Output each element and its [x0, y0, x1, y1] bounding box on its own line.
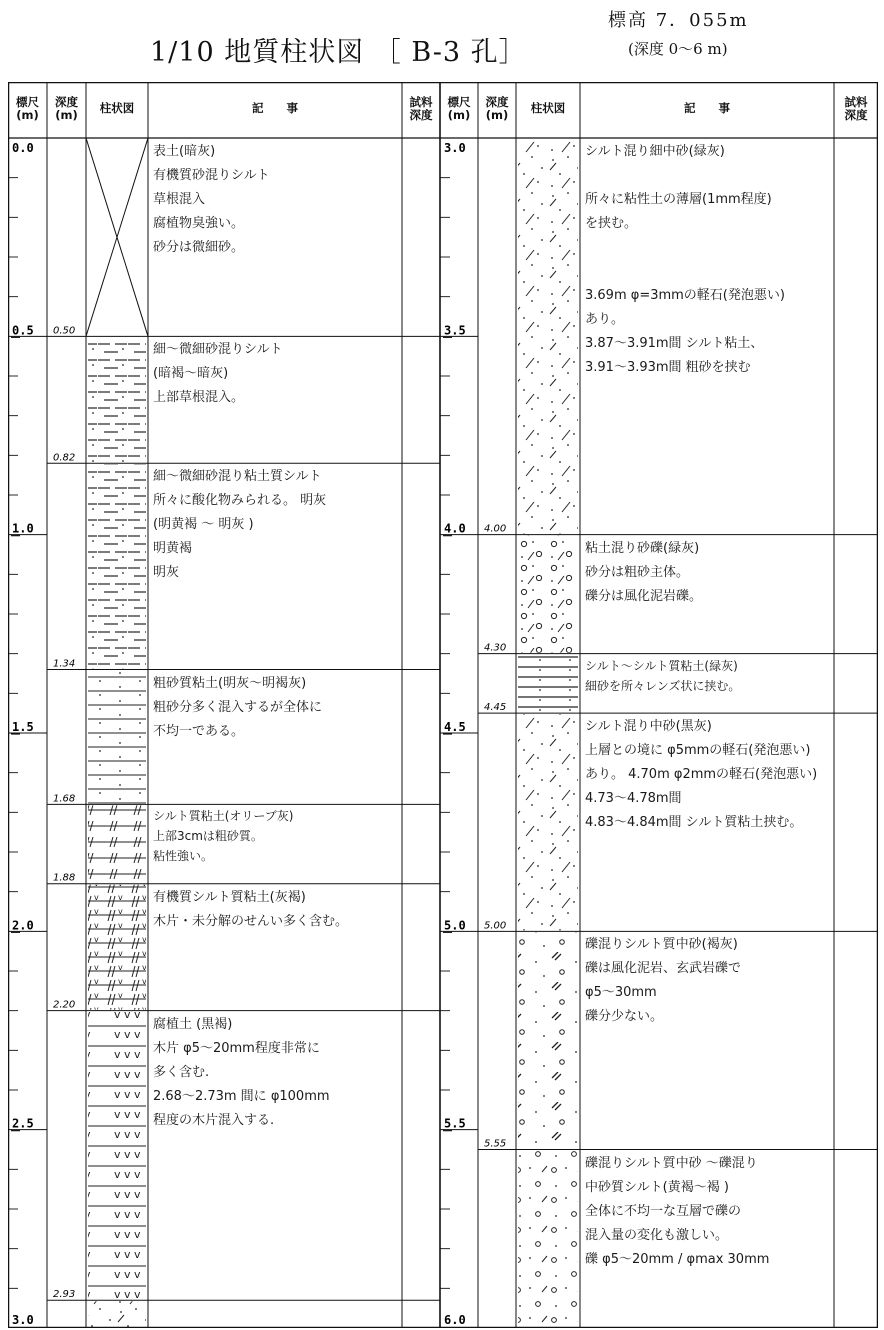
depth-mark: 5.55 [484, 1138, 507, 1150]
layer-description: シルト混り中砂(黒灰) 上層との境に φ5mmの軽石(発泡悪い) あり。 4.70m φ2mmの軽石(発泡悪い) 4.73～4.78m間 4.83～4.84m間 シルト質粘土挟む。 [585, 719, 818, 831]
column-header: 試料 深度 [409, 95, 433, 122]
column-header: 深度 (m) [55, 95, 78, 122]
layer-description: シルト質粘土(オリーブ灰) 上部3cmは粗砂質。 粘性強い。 [153, 809, 294, 864]
scale-label: 2.0 [12, 918, 34, 933]
column-header: 柱状図 [530, 101, 566, 115]
layer-description: 礫混りシルト質中砂 ～礫混り 中砂質シルト(黄褐～褐 ) 全体に不均一な互層で礫の 混入量の変化も激しい。 礫 φ5～20mm / φmax 30mm [585, 1155, 770, 1267]
depth-mark: 4.30 [484, 642, 507, 654]
depth-mark: 1.88 [53, 872, 76, 884]
depth-mark: 4.00 [484, 523, 507, 535]
strata-pattern [88, 805, 146, 882]
layer-description: シルト～シルト質粘土(緑灰) 細砂を所々レンズ状に挟む。 [585, 658, 741, 693]
boring-log-sheet [8, 82, 878, 1328]
strata-pattern [88, 1301, 146, 1327]
layer-description: 礫混りシルト質中砂(褐灰) 礫は風化泥岩、玄武岩礫で φ5～30mm 礫分少ない。 [585, 937, 742, 1025]
depth-mark: 1.34 [53, 658, 76, 670]
column-header: 試料 深度 [844, 95, 868, 122]
strata-pattern [88, 1012, 146, 1300]
scale-label: 3.5 [444, 323, 466, 338]
layer-description: 粘土混り砂礫(緑灰) 砂分は粗砂主体。 礫分は風化泥岩礫。 [585, 540, 703, 604]
depth-mark: 2.20 [53, 999, 76, 1011]
scale-label: 6.0 [444, 1313, 466, 1327]
depth-mark: 1.68 [53, 793, 76, 805]
layer-description: 細～微細砂混りシルト (暗褐～暗灰) 上部草根混入。 [153, 342, 283, 406]
depth-mark: 0.50 [53, 325, 76, 337]
column-header: 標尺 (m) [16, 95, 39, 122]
layer-description: 腐植土 (黒褐) 木片 φ5～20mm程度非常に 多く含む. 2.68～2.73m 間に φ100mm 程度の木片混入する. [153, 1016, 330, 1128]
strata-pattern [518, 139, 578, 534]
column-header: 記 事 [684, 101, 730, 115]
strata-pattern [518, 714, 578, 930]
column-header: 記 事 [252, 101, 298, 115]
strata-pattern [88, 671, 146, 804]
scale-label: 3.0 [12, 1313, 34, 1327]
strata-pattern [518, 1151, 578, 1328]
depth-range-label: (深度 0～6 m) [628, 40, 728, 58]
layer-description: 粗砂質粘土(明灰～明褐灰) 粗砂分多く混入するが全体に 不均一である。 [153, 675, 323, 739]
layer-description: 表土(暗灰) 有機質砂混りシルト 草根混入 腐植物臭強い。 砂分は微細砂。 [153, 144, 270, 255]
strata-pattern [518, 655, 578, 713]
scale-label: 4.5 [444, 720, 466, 734]
strata-pattern [88, 337, 146, 462]
scale-label: 4.0 [444, 521, 466, 536]
scale-label: 1.5 [12, 720, 34, 734]
layer-description: 有機質シルト質粘土(灰褐) 木片・未分解のせんい多く含む。 [153, 889, 349, 929]
depth-mark: 4.45 [484, 702, 507, 714]
scale-label: 0.5 [12, 323, 34, 338]
strata-pattern [518, 536, 578, 653]
elevation-label: 標高 7．055m [608, 10, 749, 31]
strata-pattern [88, 885, 146, 1010]
page-title: 1/10 地質柱状図 ［ B-3 孔］ [150, 37, 527, 68]
depth-mark: 2.93 [53, 1289, 76, 1301]
layer-description: シルト混り細中砂(緑灰) 所々に粘性土の薄層(1mm程度) を挟む。 3.69m φ=3mmの軽石(発泡悪い) あり。 3.87～3.91m間 シルト粘土、 3.91～3.93m間 粗砂を挟む [585, 144, 785, 375]
layer-description: 細～微細砂混り粘土質シルト 所々に酸化物みられる。 明灰 (明黄褐 ～ 明灰 ) 明黄褐 明灰 [153, 469, 327, 581]
strata-pattern [518, 932, 578, 1148]
column-header: 深度 (m) [485, 95, 509, 122]
scale-label: 0.0 [12, 141, 34, 155]
depth-mark: 5.00 [484, 920, 507, 932]
scale-label: 1.0 [12, 521, 34, 536]
strata-pattern [88, 464, 146, 668]
depth-mark: 0.82 [53, 452, 76, 464]
column-header: 柱状図 [99, 101, 135, 115]
column-header: 標尺 (m) [447, 95, 471, 122]
scale-label: 3.0 [444, 141, 466, 155]
scale-label: 5.5 [444, 1116, 466, 1131]
scale-label: 2.5 [12, 1116, 34, 1131]
scale-label: 5.0 [444, 918, 466, 933]
